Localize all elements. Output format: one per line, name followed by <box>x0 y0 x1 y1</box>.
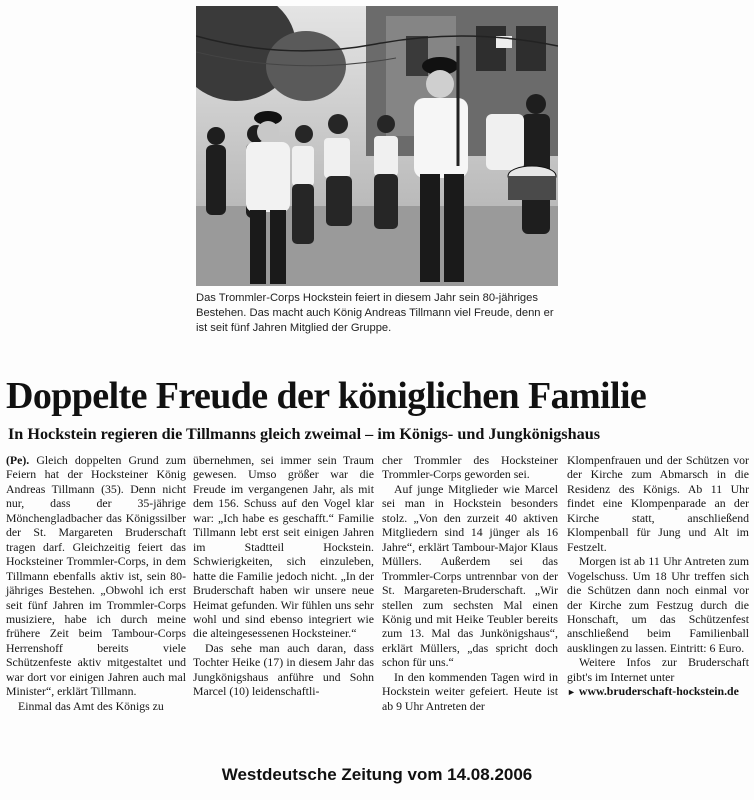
article-paragraph: übernehmen, sei immer sein Traum gewesen. Umso größer war die Freude im vergangenen Jahr, als mit dem 156. Schuss auf den Vogel klar war: „Ich habe es geschafft.“ Familie Tillmann lebt erst seit einigen Jahren im Stadtteil Hockstein. Schwierigkeiten, sich einzuleben, hatte die Familie jedoch nicht. „In der Bruderschaft haben wir unsere neue Heimat gefunden. Wir fühlen uns sehr wohl und sind ebenso integriert wie die alteingesessenen Hocksteiner.“ <box>193 453 374 641</box>
marching-band-photo-icon <box>196 6 558 286</box>
photo-caption: Das Trommler-Corps Hockstein feiert in diesem Jahr sein 80-jähriges Bestehen. Das macht auch König Andreas Tillmann viel Freude, denn er ist seit fünf Jahren Mitglied der Gruppe. <box>196 292 554 334</box>
article-paragraph: Klompenfrauen und der Schützen vor der Kirche zum Abmarsch in die Residenz des Königs. Ab 11 Uhr findet eine Klompenparade an der Kirche statt, anschließend Klompenball für Jung und Alt im Festzelt. <box>567 453 749 554</box>
article-paragraph: cher Trommler des Hocksteiner Trommler-Corps geworden sei. <box>382 453 558 482</box>
article-paragraph: Das sehe man auch daran, dass Tochter Heike (17) in diesem Jahr das Jungkönigshaus anführe und Sohn Marcel (10) leidenschaftli- <box>193 640 374 699</box>
article-paragraph: Morgen ist ab 11 Uhr Antreten zum Vogelschuss. Um 18 Uhr treffen sich die Schützen dann noch einmal vor der Kirche zum Festzug durch die Honschaft, um das Schützenfest anschließend beim Familienball ausklingen zu lassen. Eintritt: 6 Euro. <box>567 554 749 655</box>
article-column-4 <box>567 453 749 700</box>
article-paragraph: Einmal das Amt des Königs zu <box>18 698 164 713</box>
arrow-right-icon: ► <box>567 687 576 698</box>
byline: (Pe). <box>6 453 30 467</box>
website-link[interactable]: ► www.bruderschaft-hockstein.de <box>567 684 739 699</box>
article-column-1 <box>6 453 186 713</box>
headline: Doppelte Freude der königlichen Familie <box>6 375 647 417</box>
article-column-3 <box>382 453 558 713</box>
article-photo <box>196 6 558 286</box>
article-paragraph: Weitere Infos zur Bruderschaft gibt's im Internet unter <box>567 655 749 684</box>
source-footer: Westdeutsche Zeitung vom 14.08.2006 <box>221 765 533 784</box>
article-paragraph: (Pe). Gleich doppelten Grund zum Feiern hat der Hocksteiner König Andreas Tillmann (35). Denn nicht nur, dass der 35-jährige Mönchengladbacher das Königssilber der St. Margareten Bruderschaft tragen darf. Gleichzeitig feiert das Hocksteiner Trommler-Corps, in dem Tillmann ebenfalls aktiv ist, sein 80-jähriges Bestehen. „Obwohl ich erst seit fünf Jahren im Trommler-Corps musiziere, habe ich durch meine frühere Zeit beim Tambour-Corps Herrenshoff bereits viele Schützenfeste aktiv mitgestaltet und war dort vor einigen Jahren auch mal Minister“, erklärt Tillmann. <box>6 453 187 699</box>
article-paragraph: In den kommenden Tagen wird in Hockstein weiter gefeiert. Heute ist ab 9 Uhr Antreten der <box>382 669 558 713</box>
subheadline: In Hockstein regieren die Tillmanns gleich zweimal – im Königs- und Jungkönigshaus <box>8 425 600 443</box>
article-column-2 <box>193 453 374 699</box>
article-paragraph: Auf junge Mitglieder wie Marcel sei man in Hockstein besonders stolz. „Von den zurzeit 40 aktiven Mitgliedern sind 14 jünger als 16 Jahre“, erklärt Tambour-Major Klaus Müllers. Außerdem sei das Trommler-Corps untrennbar von der St. Margareten-Bruderschaft. „Wir stellen zum sechsten Mal einen König und mit Heike Teubler bereits zum 13. Mal das Junkönigshaus“, erklärt Müllers, „das spricht doch schon für uns.“ <box>382 481 558 670</box>
